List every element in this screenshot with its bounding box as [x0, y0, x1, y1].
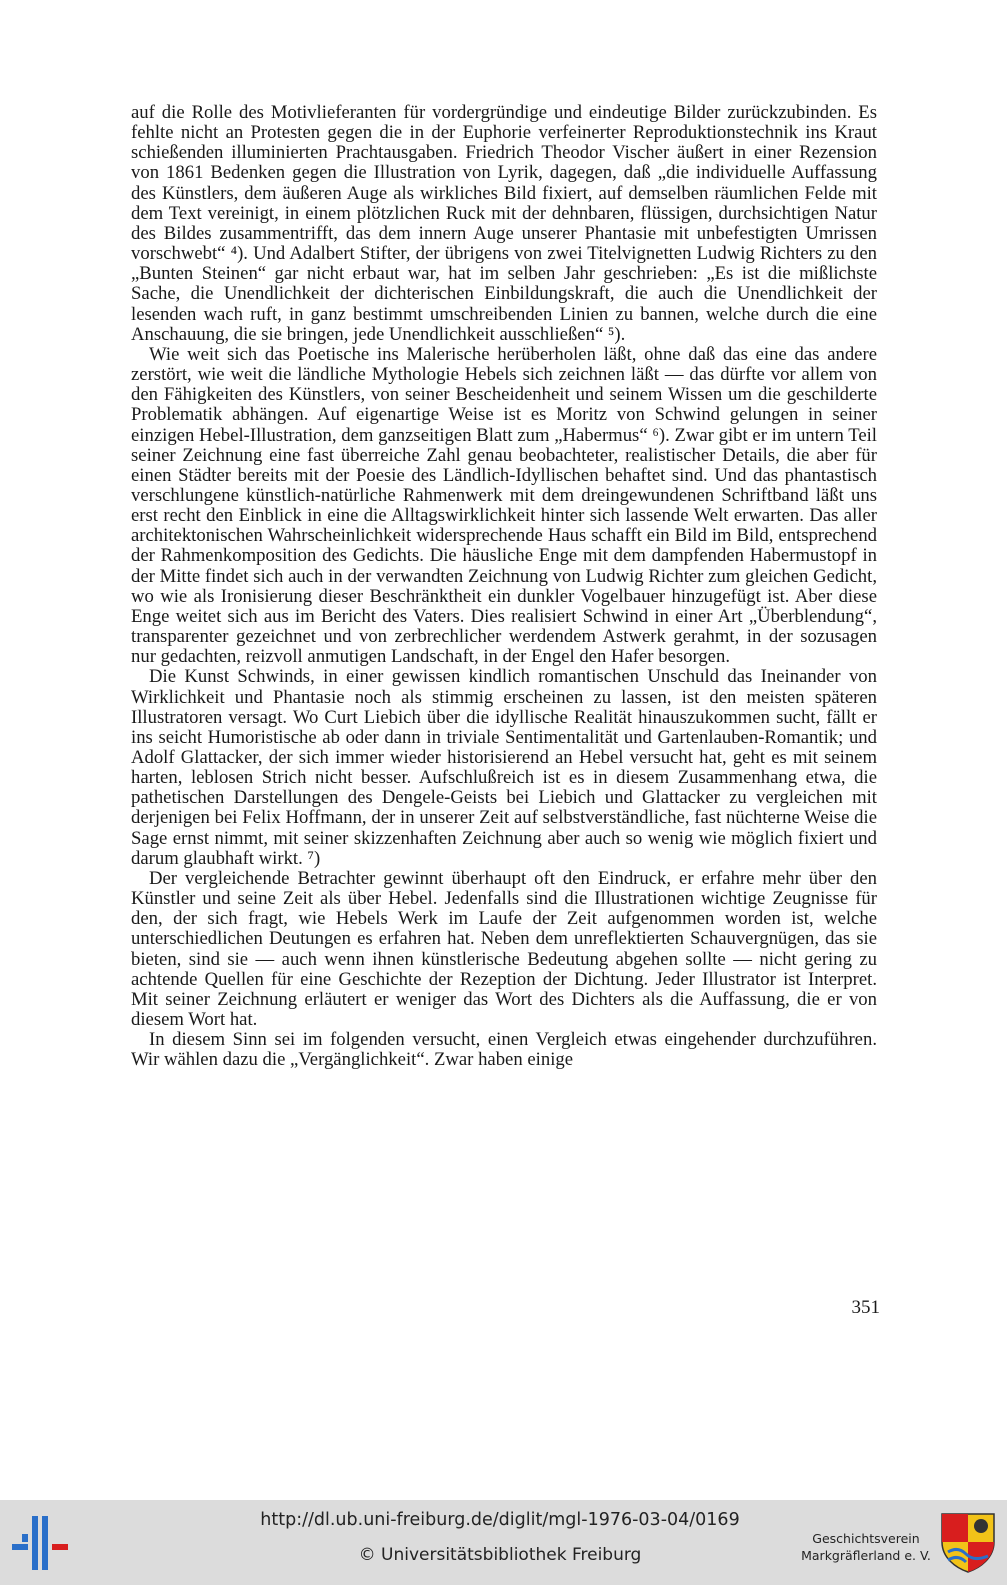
society-name	[796, 1530, 936, 1564]
paragraph-5: In diesem Sinn sei im folgenden versucht, einen Vergleich etwas eingehender durchzuführen. Wir wählen dazu die „Vergänglichkeit“. Zwar haben einige	[131, 1029, 877, 1071]
society-crest-icon	[940, 1512, 996, 1574]
society-line-2: Markgräflerland e. V.	[801, 1548, 931, 1563]
footer-bar	[0, 1500, 1007, 1585]
paragraph-3: Die Kunst Schwinds, in einer gewissen kindlich romantischen Unschuld das Ineinander von Wirklichkeit und Phantasie noch als stimmig erscheinen zu lassen, ist den meisten späteren Illustratoren versagt. Wo Curt Liebich über die idyllische Realität hinauszukommen sucht, fällt er ins seicht Humoristische ab oder dann in triviale Sentimentalität und Gartenlauben-Romantik; und Adolf Glattacker, der sich immer wieder historisierend an Hebel versucht hat, geht es mit seinem harten, leblosen Strich nicht besser. Aufschlußreich ist es in diesem Zusammenhang etwa, die pathetischen Darstellungen des Dengele-Geists bei Liebich und Glattacker zu vergleichen mit derjenigen bei Felix Hoffmann, der in unserer Zeit auf selbstverständliche, fast nüchterne Weise die Sage ernst nimmt, mit seiner skizzenhaften Zeichnung aber auch so wenig wie möglich fixiert und darum glaubhaft wirkt. ⁷)	[131, 666, 877, 869]
paragraph-4: Der vergleichende Betrachter gewinnt überhaupt oft den Eindruck, er erfahre mehr über den Künstler und seine Zeit als über Hebel. Jedenfalls sind die Illustrationen wichtige Zeugnisse für den, der sich fragt, wie Hebels Werk im Laufe der Zeit aufgenommen worden ist, welche unterschiedlichen Deutungen es erfahren hat. Neben dem unreflektierten Schauvergnügen, das sie bieten, sind sie — auch wenn ihnen künstlerische Bedeutung abgehen sollte — nicht gering zu achtende Quellen für eine Geschichte der Rezeption der Dichtung. Jeder Illustrator ist Interpret. Mit seiner Zeichnung erläutert er weniger das Wort des Dichters als die Auffassung, die er von diesem Wort hat.	[131, 867, 877, 1031]
footer-url-link[interactable]: http://dl.ub.uni-freiburg.de/diglit/mgl-1976-03-04/0169	[260, 1510, 740, 1530]
paragraph-2: Wie weit sich das Poetische ins Malerische herüberholen läßt, ohne daß das eine das andere zerstört, wie weit die ländliche Mythologie Hebels sich zeichnen läßt — das dürfte vor allem von den Fähigkeiten des Künstlers, von seiner Bescheidenheit und seinem Wissen um die geschilderte Problematik abhängen. Auf eigenartige Weise ist es Moritz von Schwind gelungen in seiner einzigen Hebel-Illustration, dem ganzseitigen Blatt zum „Habermus“ ⁶). Zwar gibt er im untern Teil seiner Zeichnung eine fast überreiche Zahl genau beobachteter, realistischer Details, die aber für einen Städter bereits mit der Poesie des Ländlich-Idyllischen behaftet sind. Und das phantastisch verschlungene künstlich-natürliche Rahmenwerk mit dem dreingewundenen Schriftband läßt uns erst recht den Einblick in eine die Alltagswirklichkeit hinter sich lassende Welt erwarten. Das aller architektonischen Wahrscheinlichkeit widersprechende Haus schafft ein Bild im Bild, entsprechend der Rahmenkomposition des Gedichts. Die häusliche Enge mit dem dampfenden Habermustopf in der Mitte findet sich auch in der verwandten Zeichnung von Ludwig Richter zum gleichen Gedicht, wo wie als Ironisierung dieser Beschränktheit ein dunkler Vogelbauer hinzugefügt ist. Aber diese Enge weitet sich aus im Bericht des Vaters. Dies realisiert Schwind in einer Art „Überblendung“, transparenter gezeichnet und von zerbrechlicher werdendem Astwerk gerahmt, in der sozusagen nur gedachten, reizvoll anmutigen Landschaft, in der Engel den Hafer besorgen.	[131, 343, 877, 668]
page-number: 351	[851, 1297, 880, 1318]
library-logo-icon	[10, 1512, 70, 1574]
society-line-1: Geschichtsverein	[812, 1531, 920, 1546]
footer-copyright: © Universitätsbibliothek Freiburg	[358, 1545, 642, 1565]
body-text	[131, 103, 877, 1071]
paragraph-1: auf die Rolle des Motivlieferanten für vordergründige und eindeutige Bilder zurückzubinden. Es fehlte nicht an Protesten gegen die in der Euphorie verfeinerter Reproduktionstechnik ins Kraut schießenden illuminierten Prachtausgaben. Friedrich Theodor Vischer äußert in einer Rezension von 1861 Bedenken gegen die Illustration von Lyrik, dagegen, daß „die individuelle Auffassung des Künstlers, dem äußeren Auge als wirkliches Bild fixiert, auf demselben räumlichen Felde mit dem Text vereinigt, in einem plötzlichen Ruck mit der dehnbaren, flüssigen, durchsichtigen Natur des Bildes zusammentrifft, das dem innern Auge unserer Phantasie mit unbefestigten Umrissen vorschwebt“ ⁴). Und Adalbert Stifter, der übrigens von zwei Titelvignetten Ludwig Richters zu den „Bunten Steinen“ gar nicht erbaut war, hat im selben Jahr geschrieben: „Es ist die mißlichste Sache, die Unendlichkeit der dichterischen Einbildungskraft, die auch die Unendlichkeit der lesenden wach ruft, in ganz bestimmt umschreibenden Linien zu bannen, welche durch die eine Anschauung, die sie bringen, jede Unendlichkeit ausschließen“ ⁵).	[131, 102, 877, 345]
